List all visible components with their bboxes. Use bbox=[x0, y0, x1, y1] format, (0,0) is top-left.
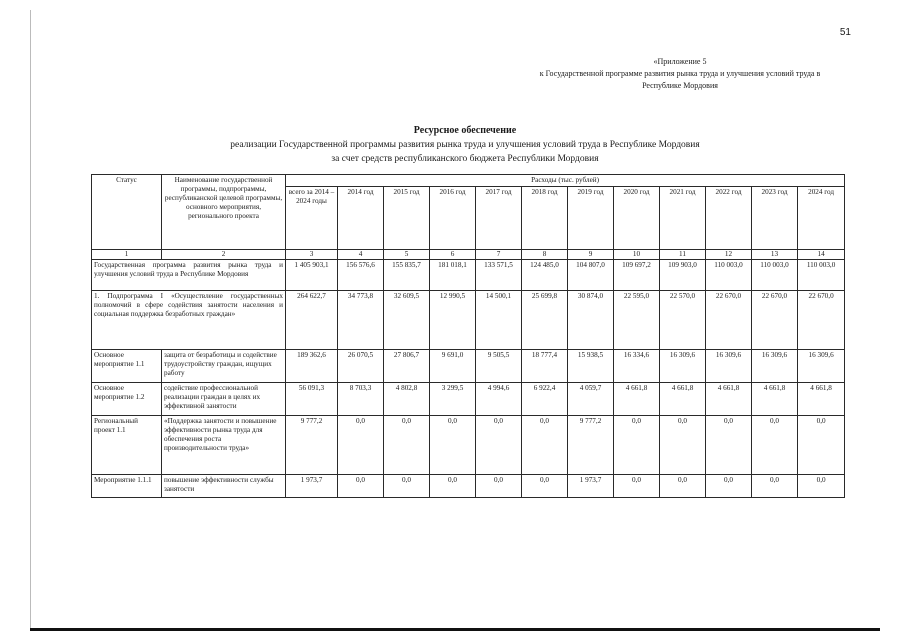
row-year-value: 16 309,6 bbox=[752, 350, 798, 383]
row-year-value: 22 670,0 bbox=[706, 291, 752, 350]
row-year-value: 27 806,7 bbox=[384, 350, 430, 383]
table-row bbox=[92, 291, 845, 350]
row-year-value: 22 595,0 bbox=[614, 291, 660, 350]
row-year-value: 0,0 bbox=[706, 475, 752, 498]
row-year-value: 1 973,7 bbox=[568, 475, 614, 498]
row-status: Основное мероприятие 1.1 bbox=[92, 350, 162, 383]
appendix-line-1: «Приложение 5 bbox=[653, 57, 707, 66]
row-year-value: 133 571,5 bbox=[476, 260, 522, 291]
row-year-value: 22 570,0 bbox=[660, 291, 706, 350]
column-number: 2 bbox=[162, 250, 286, 260]
row-year-value: 109 697,2 bbox=[614, 260, 660, 291]
column-number: 7 bbox=[476, 250, 522, 260]
column-number: 9 bbox=[568, 250, 614, 260]
row-name: «Поддержка занятости и повышение эффективности рынка труда для обеспечения роста производительности труда» bbox=[162, 416, 286, 475]
row-year-value: 0,0 bbox=[752, 475, 798, 498]
row-total-value: 189 362,6 bbox=[286, 350, 338, 383]
row-status: Региональный проект 1.1 bbox=[92, 416, 162, 475]
header-status: Статус bbox=[92, 175, 162, 250]
appendix-line-3: Республике Мордовия bbox=[642, 81, 718, 90]
header-year: 2024 год bbox=[798, 187, 845, 250]
row-year-value: 6 922,4 bbox=[522, 383, 568, 416]
appendix-note bbox=[480, 56, 880, 92]
row-year-value: 8 703,3 bbox=[338, 383, 384, 416]
row-year-value: 109 903,0 bbox=[660, 260, 706, 291]
header-year: 2014 год bbox=[338, 187, 384, 250]
row-year-value: 0,0 bbox=[660, 475, 706, 498]
header-year: 2021 год bbox=[660, 187, 706, 250]
row-year-value: 4 059,7 bbox=[568, 383, 614, 416]
row-name: содействие профессиональной реализации граждан в целях их эффективной занятости bbox=[162, 383, 286, 416]
row-name: повышение эффективности службы занятости bbox=[162, 475, 286, 498]
column-number: 11 bbox=[660, 250, 706, 260]
row-year-value: 16 309,6 bbox=[706, 350, 752, 383]
column-number: 14 bbox=[798, 250, 845, 260]
row-year-value: 181 018,1 bbox=[430, 260, 476, 291]
column-number: 1 bbox=[92, 250, 162, 260]
row-year-value: 0,0 bbox=[476, 475, 522, 498]
row-year-value: 16 309,6 bbox=[798, 350, 845, 383]
column-number: 12 bbox=[706, 250, 752, 260]
row-year-value: 4 802,8 bbox=[384, 383, 430, 416]
row-year-value: 0,0 bbox=[614, 416, 660, 475]
row-year-value: 0,0 bbox=[660, 416, 706, 475]
title-line-2: реализации Государственной программы развития рынка труда и улучшения условий труда в Республике Мордовия bbox=[230, 140, 700, 150]
row-year-value: 155 835,7 bbox=[384, 260, 430, 291]
row-year-value: 104 807,0 bbox=[568, 260, 614, 291]
row-total-value: 1 973,7 bbox=[286, 475, 338, 498]
row-year-value: 0,0 bbox=[476, 416, 522, 475]
row-year-value: 110 003,0 bbox=[752, 260, 798, 291]
row-year-value: 124 485,0 bbox=[522, 260, 568, 291]
header-year: 2017 год bbox=[476, 187, 522, 250]
header-year: 2019 год bbox=[568, 187, 614, 250]
row-year-value: 4 661,8 bbox=[706, 383, 752, 416]
row-program-name: Государственная программа развития рынка труда и улучшения условий труда в Республике Мордовия bbox=[92, 260, 286, 291]
row-total-value: 264 622,7 bbox=[286, 291, 338, 350]
row-year-value: 12 990,5 bbox=[430, 291, 476, 350]
row-year-value: 4 661,8 bbox=[798, 383, 845, 416]
header-expenses: Расходы (тыс. рублей) bbox=[286, 175, 845, 187]
scan-bottom-edge bbox=[30, 628, 880, 631]
page-number: 51 bbox=[839, 27, 851, 38]
row-year-value: 0,0 bbox=[384, 416, 430, 475]
resource-table bbox=[91, 174, 845, 498]
row-year-value: 0,0 bbox=[338, 475, 384, 498]
row-year-value: 16 334,6 bbox=[614, 350, 660, 383]
row-year-value: 9 777,2 bbox=[568, 416, 614, 475]
header-year: 2016 год bbox=[430, 187, 476, 250]
row-program-name: 1. Подпрограмма I «Осуществление государственных полномочий в сфере содействия занятости населения и социальная поддержка безработных граждан» bbox=[92, 291, 286, 350]
document-title bbox=[150, 124, 780, 166]
row-year-value: 0,0 bbox=[752, 416, 798, 475]
column-number: 4 bbox=[338, 250, 384, 260]
header-year: 2023 год bbox=[752, 187, 798, 250]
header-name: Наименование государственной программы, подпрограммы, республиканской целевой программы, основного мероприятия, регионального проекта bbox=[162, 175, 286, 250]
row-year-value: 26 070,5 bbox=[338, 350, 384, 383]
row-year-value: 0,0 bbox=[522, 416, 568, 475]
row-year-value: 15 938,5 bbox=[568, 350, 614, 383]
row-year-value: 9 691,0 bbox=[430, 350, 476, 383]
row-year-value: 22 670,0 bbox=[752, 291, 798, 350]
row-year-value: 0,0 bbox=[798, 416, 845, 475]
row-year-value: 14 500,1 bbox=[476, 291, 522, 350]
row-year-value: 16 309,6 bbox=[660, 350, 706, 383]
row-year-value: 4 994,6 bbox=[476, 383, 522, 416]
row-total-value: 1 405 903,1 bbox=[286, 260, 338, 291]
table-row bbox=[92, 350, 845, 383]
row-year-value: 0,0 bbox=[798, 475, 845, 498]
row-year-value: 0,0 bbox=[338, 416, 384, 475]
row-year-value: 110 003,0 bbox=[798, 260, 845, 291]
table-row bbox=[92, 383, 845, 416]
row-year-value: 4 661,8 bbox=[614, 383, 660, 416]
title-line-1: Ресурсное обеспечение bbox=[413, 125, 517, 136]
header-year: 2015 год bbox=[384, 187, 430, 250]
header-year: 2018 год bbox=[522, 187, 568, 250]
header-row-1 bbox=[92, 175, 845, 187]
column-number: 3 bbox=[286, 250, 338, 260]
row-year-value: 34 773,8 bbox=[338, 291, 384, 350]
row-total-value: 56 091,3 bbox=[286, 383, 338, 416]
row-year-value: 18 777,4 bbox=[522, 350, 568, 383]
row-year-value: 32 609,5 bbox=[384, 291, 430, 350]
column-number: 10 bbox=[614, 250, 660, 260]
row-year-value: 0,0 bbox=[430, 416, 476, 475]
scan-left-edge bbox=[30, 10, 31, 630]
row-year-value: 0,0 bbox=[706, 416, 752, 475]
row-year-value: 25 699,8 bbox=[522, 291, 568, 350]
row-year-value: 4 661,8 bbox=[660, 383, 706, 416]
row-year-value: 0,0 bbox=[430, 475, 476, 498]
row-year-value: 0,0 bbox=[614, 475, 660, 498]
column-number: 5 bbox=[384, 250, 430, 260]
row-year-value: 0,0 bbox=[522, 475, 568, 498]
row-year-value: 4 661,8 bbox=[752, 383, 798, 416]
column-number-row bbox=[92, 250, 845, 260]
table-row bbox=[92, 416, 845, 475]
title-line-3: за счет средств республиканского бюджета Республики Мордовия bbox=[331, 154, 599, 164]
table-row bbox=[92, 475, 845, 498]
row-year-value: 9 505,5 bbox=[476, 350, 522, 383]
row-year-value: 30 874,0 bbox=[568, 291, 614, 350]
row-year-value: 156 576,6 bbox=[338, 260, 384, 291]
header-year: 2022 год bbox=[706, 187, 752, 250]
column-number: 8 bbox=[522, 250, 568, 260]
row-year-value: 0,0 bbox=[384, 475, 430, 498]
header-year: всего за 2014 – 2024 годы bbox=[286, 187, 338, 250]
row-total-value: 9 777,2 bbox=[286, 416, 338, 475]
row-status: Основное мероприятие 1.2 bbox=[92, 383, 162, 416]
column-number: 13 bbox=[752, 250, 798, 260]
table-row bbox=[92, 260, 845, 291]
column-number: 6 bbox=[430, 250, 476, 260]
header-year: 2020 год bbox=[614, 187, 660, 250]
row-year-value: 110 003,0 bbox=[706, 260, 752, 291]
row-name: защита от безработицы и содействие трудоустройству граждан, ищущих работу bbox=[162, 350, 286, 383]
row-status: Мероприятие 1.1.1 bbox=[92, 475, 162, 498]
appendix-line-2: к Государственной программе развития рынка труда и улучшения условий труда в bbox=[539, 69, 821, 78]
row-year-value: 22 670,0 bbox=[798, 291, 845, 350]
row-year-value: 3 299,5 bbox=[430, 383, 476, 416]
